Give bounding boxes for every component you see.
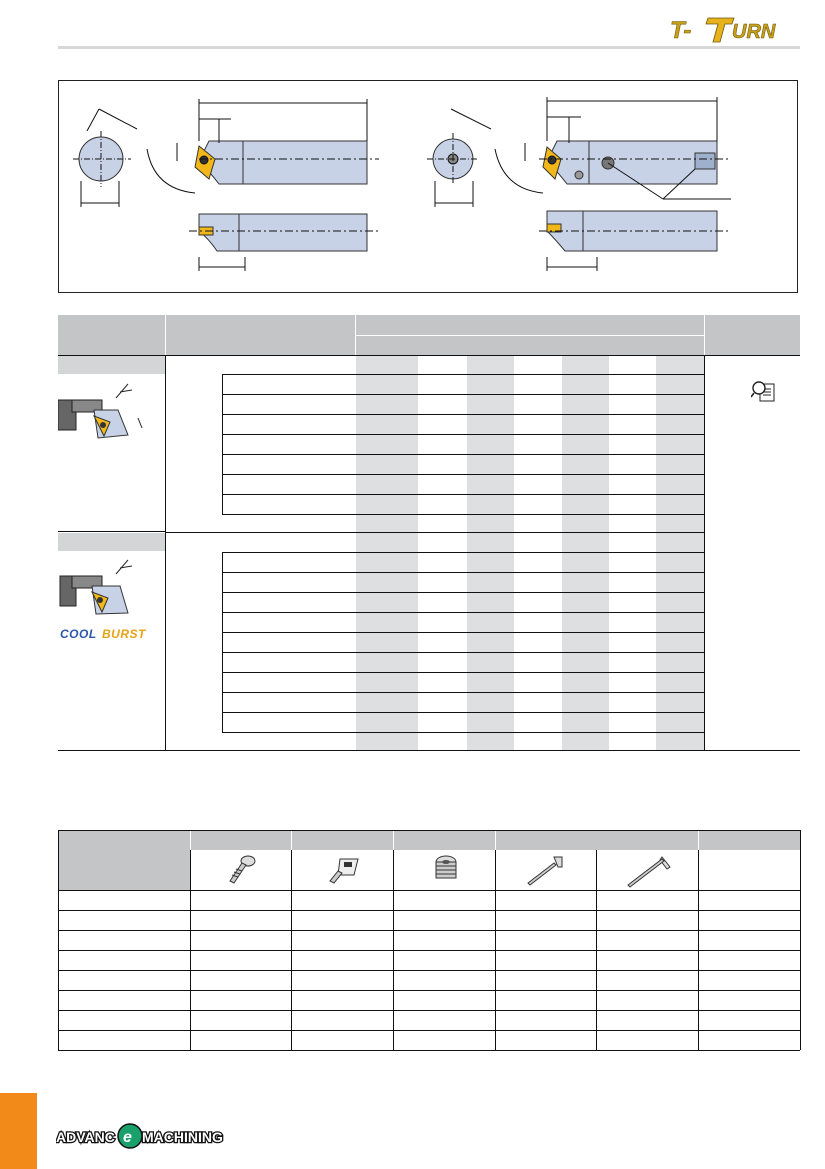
- group1-label-band: [58, 356, 165, 374]
- svg-text:URN: URN: [732, 21, 776, 43]
- clamp-icon: [324, 853, 364, 887]
- svg-text:COOL: COOL: [60, 627, 97, 641]
- svg-text:MACHINING: MACHINING: [142, 1129, 223, 1145]
- group2-label-band: [58, 533, 165, 551]
- t-turn-logo: [668, 14, 803, 44]
- svg-text:T-: T-: [670, 17, 692, 44]
- svg-text:ADVANC: ADVANC: [56, 1129, 115, 1145]
- tool-diagrams: [59, 81, 799, 294]
- hex-key-icon: [624, 853, 674, 889]
- header-rule: [58, 46, 800, 49]
- footer-accent-bar: [0, 1093, 37, 1169]
- group2-tool-icon: [58, 558, 158, 618]
- tool-diagram-box: [58, 80, 798, 293]
- coolburst-logo: [58, 624, 164, 642]
- svg-text:e: e: [123, 1129, 132, 1146]
- advance-machining-logo: [56, 1122, 228, 1150]
- document-magnifier-icon[interactable]: [751, 380, 777, 404]
- svg-text:BURST: BURST: [102, 627, 146, 641]
- threaded-plug-icon: [426, 853, 466, 887]
- torx-key-icon: [524, 853, 568, 889]
- torx-screw-icon: [222, 853, 262, 887]
- group1-tool-icon: [58, 380, 158, 440]
- parts-table-header: [58, 830, 800, 850]
